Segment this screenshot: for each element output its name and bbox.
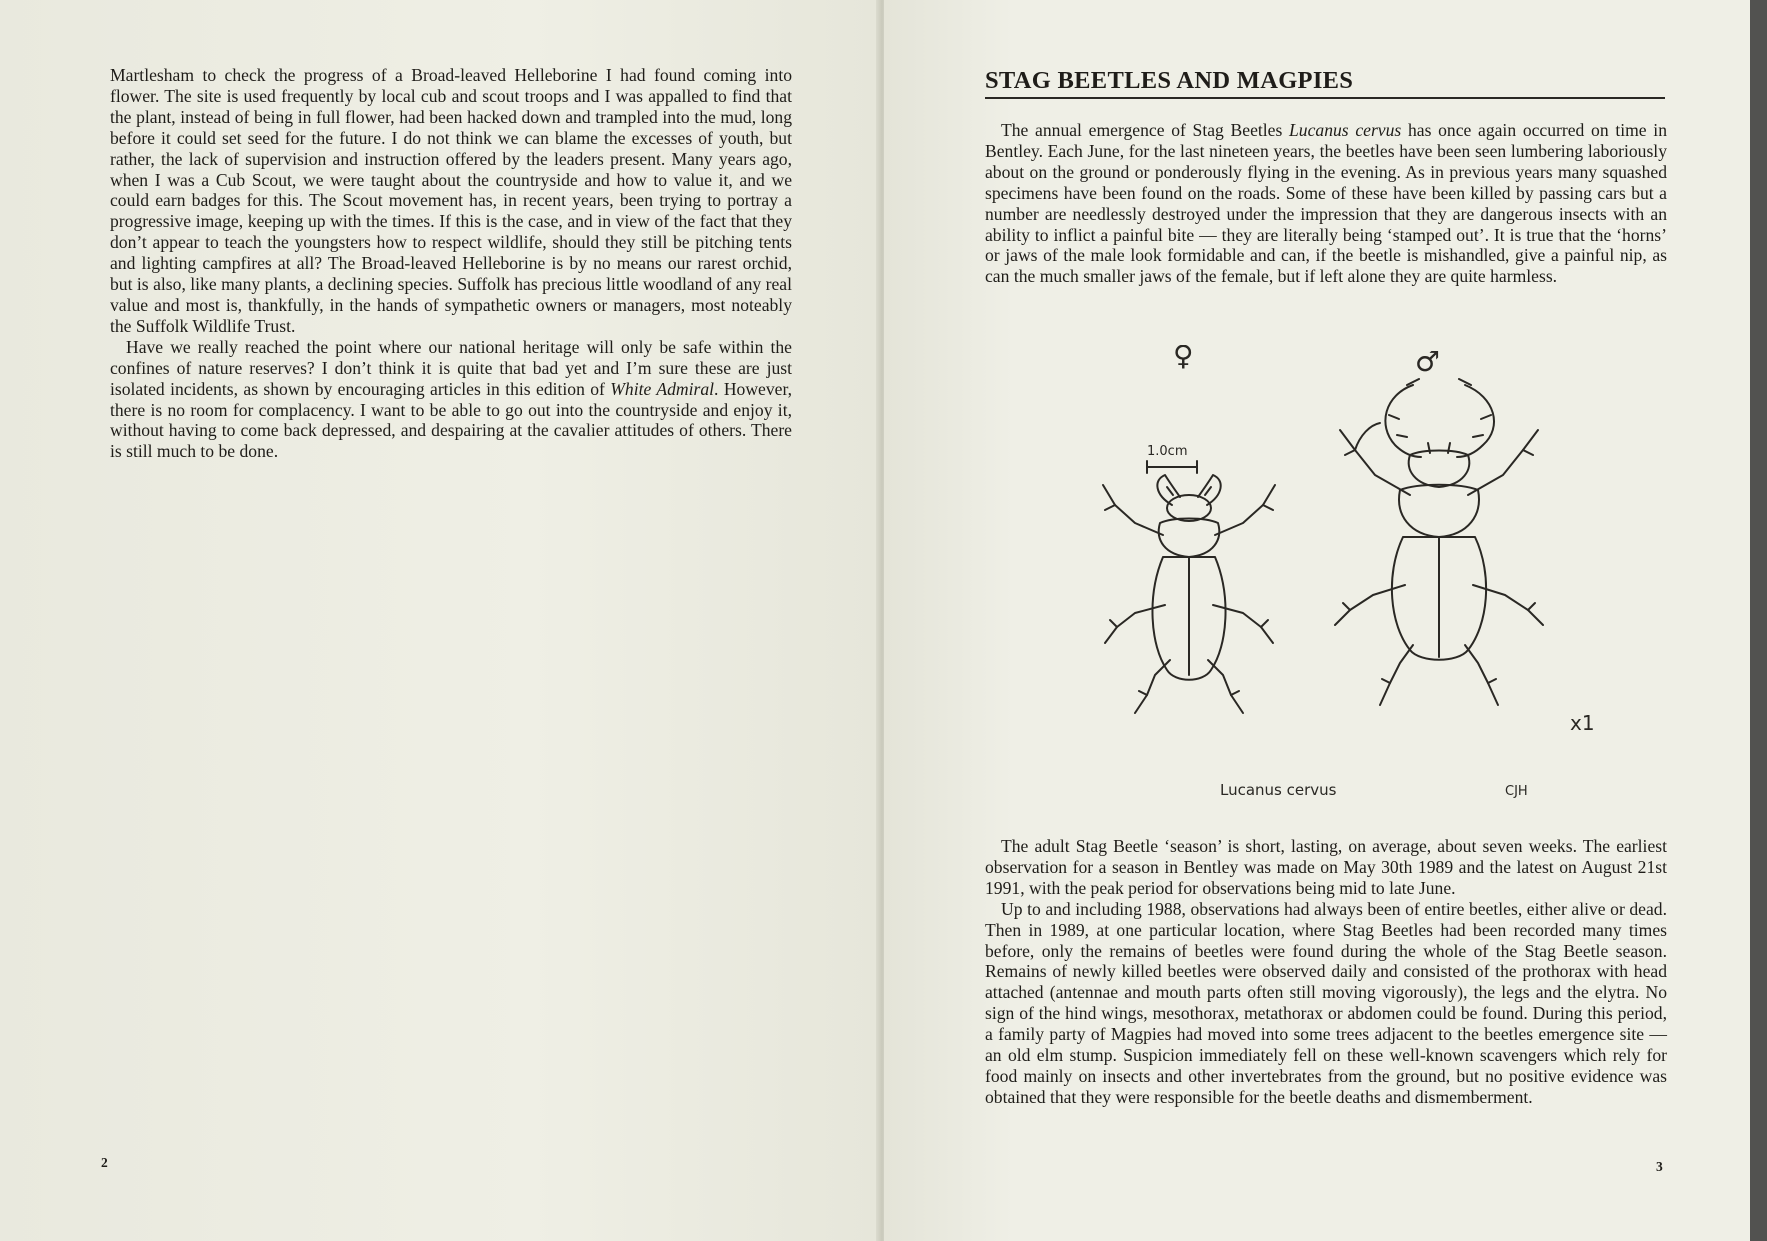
female-beetle-figure bbox=[1103, 475, 1275, 713]
text-run: . However, there is no room for complacency. I want to be able to go out into the countryside and enjoy it, without having to come back depressed, and despairing at the cavalier attitudes of others. There is still much to be done. bbox=[110, 378, 792, 462]
paragraph bbox=[985, 120, 1667, 287]
paragraph bbox=[985, 899, 1667, 1108]
article-intro bbox=[985, 120, 1667, 287]
left-page bbox=[0, 0, 883, 1241]
text-run: Martlesham to check the progress of a Broad-leaved Helleborine I had found coming into flower. The site is used frequently by local cub and scout troops and I was appalled to find that the plant, instead of being in full flower, had been hacked down and trampled into the mud, long before it could set seed for the future. I do not think we can blame the excesses of youth, but rather, the lack of supervision and instruction offered by the leaders present. Many years ago, when I was a Cub Scout, we were taught about the countryside and how to value it, and we could earn badges for this. The Scout movement has, in recent years, been trying to portray a progressive image, keeping up with the times. If this is the case, and in view of the fact that they don’t appear to teach the youngsters how to respect wildlife, should they still be pitching tents and lighting campfires at all? The Broad-leaved Helleborine is by no means our rarest orchid, but is also, like many plants, a declining species. Suffolk has precious little woodland of any real value and most is, thankfully, in the hands of sympathetic owners or managers, most noteably the Suffolk Wildlife Trust. bbox=[110, 65, 792, 336]
page-number-right: 3 bbox=[1656, 1159, 1663, 1174]
text-run: Up to and including 1988, observations had always been of entire beetles, either alive or dead. Then in 1989, at one particular location, where Stag Beetles had been recorded many times before, only the remains of beetles were found during the whole of the Stag Beetle season. Remains of newly killed beetles were observed daily and consisted of the prothorax with head attached (antennae and mouth parts often still moving vigorously), the legs and the elytra. No sign of the hind wings, mesothorax, metathorax or abdomen could be found. During this period, a family party of Magpies had moved into some trees adjacent to the beetles emergence site — an old elm stump. Suspicion immediately fell on these well-known scavengers which rely for food mainly on insects and other invertebrates from the ground, but no positive evidence was obtained that they were responsible for the beetle deaths and dismemberment. bbox=[985, 898, 1667, 1107]
stag-beetle-illustration bbox=[1055, 345, 1675, 815]
scale-label: 1.0cm bbox=[1147, 444, 1188, 459]
species-label: Lucanus cervus bbox=[1220, 781, 1337, 799]
female-symbol: ♀ bbox=[1173, 345, 1194, 372]
left-page-text bbox=[110, 65, 792, 462]
text-run: The annual emergence of Stag Beetles bbox=[1001, 120, 1290, 140]
beetle-drawing bbox=[1055, 345, 1675, 815]
text-run: has once again occurred on time in Bentley. Each June, for the last nineteen years, the beetles have been seen lumbering laboriously about on the ground or ponderously flying in the evening. As in previous years many squashed specimens have been found on the roads. Some of these have been killed by passing cars but a number are needlessly destroyed under the impression that they are dangerous insects with an ability to inflict a painful bite — they are literally being ‘stamped out’. It is true that the ‘horns’ or jaws of the male look formidable and can, if the beetle is mishandled, give a painful nip, as can the much smaller jaws of the female, but if left alone they are quite harmless. bbox=[985, 120, 1667, 287]
magnification-label: x1 bbox=[1570, 711, 1595, 735]
article-body bbox=[985, 836, 1667, 1108]
text-run: Have we really reached the point where our national heritage will only be safe within the confines of nature reserves? I don’t think it is quite that bad yet and I’m sure these are just isolated incidents, as shown by encouraging articles in this edition of bbox=[110, 336, 792, 399]
background-edge-right bbox=[1750, 0, 1767, 1241]
male-symbol: ♂ bbox=[1415, 345, 1441, 378]
italic-text: Lucanus cervus bbox=[1289, 120, 1402, 140]
paragraph bbox=[110, 65, 792, 337]
italic-text: White Admiral bbox=[610, 378, 715, 399]
illustrator-initials: CJH bbox=[1505, 784, 1528, 799]
male-beetle-figure bbox=[1335, 379, 1543, 705]
paragraph bbox=[985, 836, 1667, 899]
paragraph bbox=[110, 337, 792, 462]
text-run: The adult Stag Beetle ‘season’ is short, lasting, on average, about seven weeks. The earliest observation for a season in Bentley was made on May 30th 1989 and the latest on August 21st 1991, with the peak period for observations being mid to late June. bbox=[985, 836, 1667, 898]
page-number-left: 2 bbox=[101, 1155, 108, 1170]
article-title: STAG BEETLES AND MAGPIES bbox=[985, 67, 1665, 99]
